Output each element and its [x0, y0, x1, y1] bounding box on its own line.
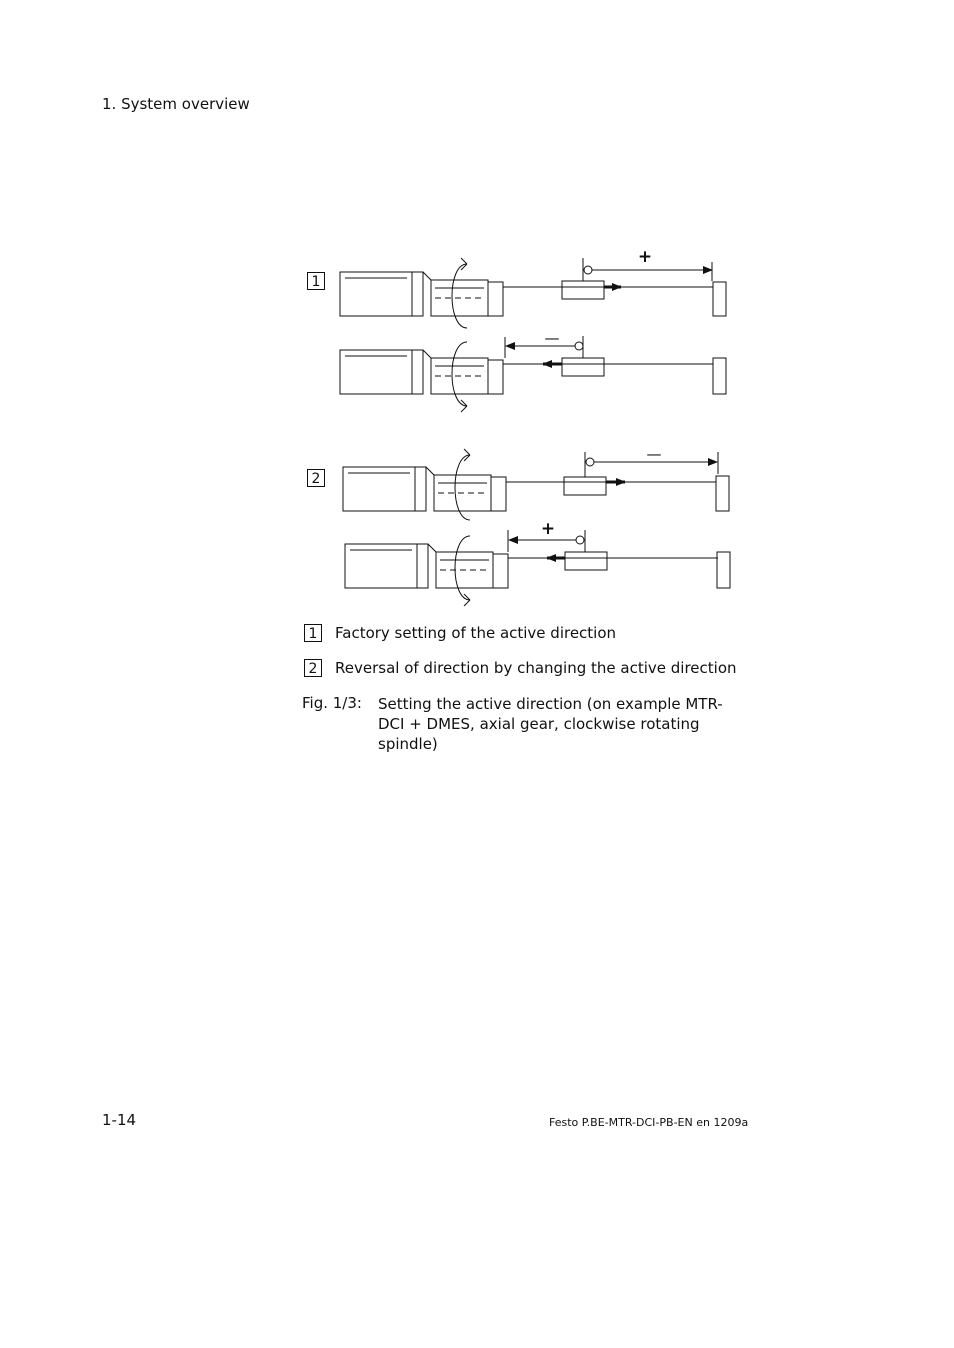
- page-number: 1-14: [102, 1111, 137, 1129]
- sign-plus-1a: +: [637, 250, 653, 267]
- figure-marker-2: 2: [307, 469, 325, 487]
- legend-text-1: Factory setting of the active direction: [335, 624, 617, 642]
- actuator-unit-2a: [343, 449, 729, 520]
- sign-minus-2a: —: [646, 445, 662, 463]
- legend-marker-1: 1: [304, 624, 322, 642]
- legend-text-2: Reversal of direction by changing the active direction: [335, 659, 737, 677]
- actuator-unit-2b: [345, 530, 730, 606]
- document-reference: Festo P.BE-MTR-DCI-PB-EN en 1209a: [549, 1116, 749, 1129]
- sign-minus-1b: —: [544, 329, 560, 347]
- actuator-unit-1b: [340, 336, 726, 412]
- figure-caption-label: Fig. 1/3:: [302, 694, 362, 712]
- legend-marker-2: 2: [304, 659, 322, 677]
- active-direction-figure: [295, 250, 745, 610]
- actuator-drawing: [295, 250, 745, 610]
- section-header: 1. System overview: [102, 95, 250, 113]
- sign-plus-2b: +: [540, 519, 556, 539]
- figure-caption-text: Setting the active direction (on example MTR-DCI + DMES, axial gear, clockwise rotating spindle): [378, 695, 723, 753]
- actuator-unit-1a: [340, 258, 726, 328]
- figure-marker-1: 1: [307, 272, 325, 290]
